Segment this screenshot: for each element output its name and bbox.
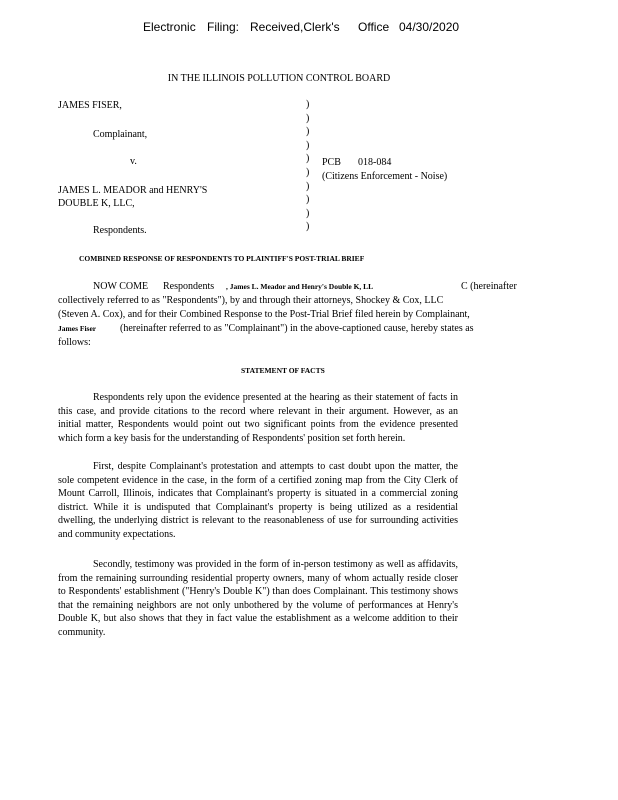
paragraph-2-text: First, despite Complainant's protestation and attempts to cast doubt upon the matter, the sole competent evidence in the case, in the form of a certified zoning map from the City Clerk of Mount Carroll, Illinois, indicates that Complainant's property is situated in a commercial zoning district. While it is undisputed that Complainant's property is being utilized as a residential dwelling, the underlying district is relevant to the reasonableness of use for surrounding activities and community expectations. <box>58 461 458 540</box>
plaintiff-name: JAMES FISER, <box>58 100 122 111</box>
plaintiff-role: Complainant, <box>93 129 148 140</box>
defendant-line-1: JAMES L. MEADOR and HENRY'S <box>58 185 208 196</box>
header-date: 04/30/2020 <box>399 20 460 34</box>
paragraph-3-text: Secondly, testimony was provided in the form of in-person testimony as well as affidavits, from the remaining surrounding residential property owners, many of whom actually reside closer to Respondents' establishment ("Henry's Double K") than does Complainant. This testimony shows that the remaining neighbors are not only unbothered by the volume of performances at Henry's Double K, but also shows that they in fact value the establishment as a welcome addition to their community. <box>58 559 458 638</box>
header-electronic: Electronic <box>143 20 196 34</box>
section-heading: STATEMENT OF FACTS <box>241 366 325 375</box>
paragraph-1 <box>58 391 458 445</box>
intro-line-5: follows: <box>58 337 91 348</box>
versus-label: v. <box>130 156 137 167</box>
case-number: 018-084 <box>358 157 392 168</box>
intro-c-hereinafter: C (hereinafter <box>461 281 517 292</box>
header-office: Office <box>358 20 390 34</box>
paragraph-3 <box>58 558 458 639</box>
intro-respondents: Respondents <box>163 281 215 292</box>
header-received: Received,Clerk's <box>250 20 340 34</box>
intro-now-come: NOW COME <box>93 281 149 292</box>
case-type: (Citizens Enforcement - Noise) <box>322 171 448 182</box>
paragraph-2 <box>58 460 458 541</box>
defendant-role: Respondents. <box>93 225 147 236</box>
intro-line-3: (Steven A. Cox), and for their Combined Response to the Post-Trial Brief filed herein by Complainant, <box>58 309 470 320</box>
defendant-line-2: DOUBLE K, LLC, <box>58 198 135 209</box>
case-prefix: PCB <box>322 157 341 168</box>
caption-parentheses: ) ) ) ) ) ) ) ) ) ) <box>306 99 310 233</box>
header-filing: Filing: <box>207 20 240 34</box>
intro-line-4: (hereinafter referred to as "Complainant") in the above-captioned cause, hereby states as <box>120 323 474 334</box>
intro-line-2: collectively referred to as "Respondents"), by and through their attorneys, Shockey & Cox, LLC <box>58 295 444 306</box>
court-title: IN THE ILLINOIS POLLUTION CONTROL BOARD <box>167 73 391 84</box>
intro-complainant-name: James Fiser <box>58 324 97 333</box>
document-title: COMBINED RESPONSE OF RESPONDENTS TO PLAINTIFF'S POST-TRIAL BRIEF <box>79 254 365 263</box>
intro-parties: , James L. Meador and Henry's Double K, LL <box>226 282 374 291</box>
paragraph-1-text: Respondents rely upon the evidence presented at the hearing as their statement of facts in this case, and provide citations to the record where relevant in their argument. However, as an initial matter, Respondents would point out two significant points from the evidence presented which form a key basis for the understanding of Respondents' position set forth herein. <box>58 392 458 444</box>
